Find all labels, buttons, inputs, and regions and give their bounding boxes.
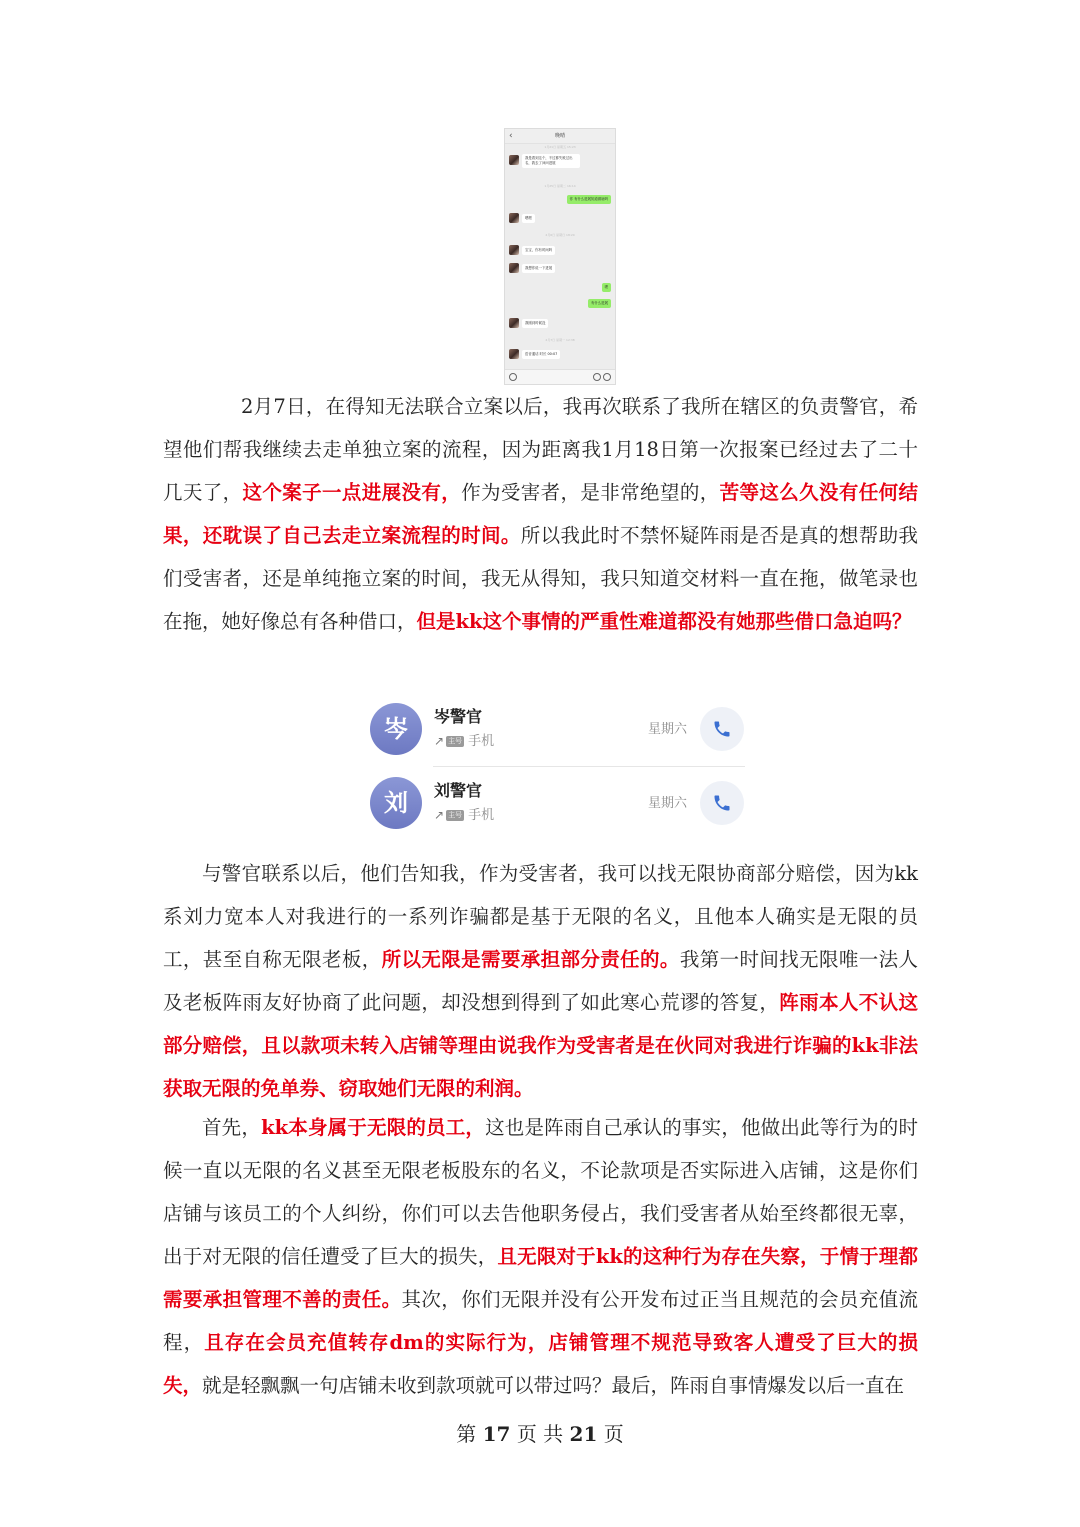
call-detail bbox=[434, 730, 494, 749]
paragraph-3 bbox=[163, 1106, 918, 1407]
footer-suffix: 页 bbox=[603, 1422, 624, 1446]
chevron-left-icon: ‹ bbox=[509, 131, 513, 141]
highlight-text: 但是kk这个事情的严重性难道都没有她那些借口急迫吗？ bbox=[416, 610, 912, 633]
contact-name: 刘警官 bbox=[434, 781, 483, 800]
call-detail bbox=[434, 804, 494, 823]
chat-message: 我刚到时候没 bbox=[522, 319, 548, 328]
chat-message: 我想你说一下进展 bbox=[522, 264, 555, 273]
text-run: 就是轻飘飘一句店铺未收到款项就可以带过吗？最后，阵雨自事情爆发以后一直在 bbox=[202, 1374, 905, 1397]
divider bbox=[433, 766, 745, 767]
chat-input-bar bbox=[505, 369, 615, 384]
page-footer bbox=[0, 1418, 1080, 1447]
chat-message: 你 有什么进展知道做啥吗 bbox=[567, 195, 611, 204]
chat-timestamp: 2月6日 星期日 18:20 bbox=[545, 233, 575, 237]
avatar bbox=[509, 263, 519, 273]
call-day: 星期六 bbox=[648, 796, 688, 811]
call-log-entry[interactable] bbox=[370, 698, 750, 760]
highlight-text: 且无限对于kk的这种行为存在失察，于情于理都需要承担管理不善的责任。 bbox=[163, 1245, 918, 1311]
highlight-text: kk本身属于无限的员工， bbox=[261, 1116, 486, 1139]
text-run: 这也是阵雨自己承认的事实，他做出此等行为的时候一直以无限的名义甚至无限老板股东的名义，不论款项是否实际进入店铺，这是你们店铺与该员工的个人纠纷，你们可以去告他职务侵占，我们受害者从始至终都很无辜，出于对无限的信任遭受了巨大的损失， bbox=[163, 1116, 918, 1268]
number-type: 手机 bbox=[468, 808, 495, 823]
footer-prefix: 第 bbox=[456, 1422, 477, 1446]
text-run: 与警官联系以后，他们告知我，作为受害者，我可以找无限协商部分赔偿，因为kk系刘力宽本人对我进行的一系列诈骗都是基于无限的名义，且他本人确实是无限的员工，甚至自称无限老板， bbox=[163, 862, 918, 971]
chat-message: 我是看到这个，不过都失败过出名，我去了问问进展 bbox=[522, 154, 580, 168]
chat-message: 嗯 bbox=[602, 283, 611, 292]
paragraph-1 bbox=[163, 385, 918, 643]
text-run: 我第一时间找无限唯一法人及老板阵雨友好协商了此问题，却没想到得到了如此寒心荒谬的答复， bbox=[163, 948, 918, 1014]
chat-message: 语音通话 时长 00:07 bbox=[522, 350, 560, 359]
highlight-text: 这个案子一点进展没有， bbox=[242, 481, 462, 504]
voice-icon bbox=[509, 373, 517, 381]
chat-timestamp: 2月7日 星期一 12:38 bbox=[545, 338, 575, 342]
chat-title: 晚晴 bbox=[554, 133, 565, 139]
chat-header bbox=[505, 129, 615, 144]
chat-message: 嗯嗯 bbox=[522, 214, 535, 223]
outgoing-arrow-icon: ↗ bbox=[434, 808, 445, 822]
highlight-text: 苦等这么久没有任何结果，还耽误了自己去走立案流程的时间。 bbox=[163, 481, 918, 547]
chat-timestamp: 1月25日 星期二 16:14 bbox=[544, 184, 576, 188]
text-run: 首先， bbox=[202, 1116, 262, 1139]
plus-icon bbox=[603, 373, 611, 381]
chat-message: 宝宝，你有时间吗 bbox=[522, 246, 555, 255]
chat-timestamp: 1月21日 星期五 15:23 bbox=[544, 145, 576, 149]
chat-message: 有什么进展 bbox=[588, 299, 611, 308]
text-run: 其次，你们无限并没有公开发布过正当且规范的会员充值流程， bbox=[163, 1288, 918, 1354]
avatar: 岑 bbox=[370, 703, 422, 755]
phone-icon bbox=[712, 793, 732, 813]
highlight-text: 所以无限是需要承担部分责任的。 bbox=[381, 948, 680, 971]
text-run: 2月7日，在得知无法联合立案以后，我再次联系了我所在辖区的负责警官，希望他们帮我继续去走单独立案的流程，因为距离我1月18日第一次报案已经过去了二十几天了， bbox=[163, 395, 918, 504]
avatar bbox=[509, 213, 519, 223]
highlight-text: 且存在会员充值转存dm的实际行为，店铺管理不规范导致客人遭受了巨大的损失， bbox=[163, 1331, 918, 1397]
avatar bbox=[509, 349, 519, 359]
paragraph-2 bbox=[163, 852, 918, 1110]
number-type: 手机 bbox=[468, 734, 495, 749]
text-run: 作为受害者，是非常绝望的， bbox=[461, 481, 720, 504]
phone-icon bbox=[712, 719, 732, 739]
text-run: 所以我此时不禁怀疑阵雨是否是真的想帮助我们受害者，还是单纯拖立案的时间，我无从得知，我只知道交材料一直在拖，做笔录也在拖，她好像总有各种借口， bbox=[163, 524, 918, 633]
avatar: 刘 bbox=[370, 777, 422, 829]
page-number: 17 bbox=[482, 1422, 511, 1446]
highlight-text: 阵雨本人不认这部分赔偿，且以款项未转入店铺等理由说我作为受害者是在伙同对我进行诈骗的kk非法获取无限的免单券、窃取她们无限的利润。 bbox=[163, 991, 918, 1100]
total-pages: 21 bbox=[569, 1422, 598, 1446]
emoji-icon bbox=[593, 373, 601, 381]
avatar bbox=[509, 155, 519, 165]
footer-middle: 页 共 bbox=[516, 1422, 564, 1446]
contact-name: 岑警官 bbox=[434, 707, 483, 726]
call-button[interactable] bbox=[700, 781, 744, 825]
outgoing-arrow-icon: ↗ bbox=[434, 734, 445, 748]
primary-number-badge: 主号 bbox=[448, 811, 463, 819]
call-button[interactable] bbox=[700, 707, 744, 751]
call-log-entry[interactable] bbox=[370, 772, 750, 834]
primary-number-badge: 主号 bbox=[448, 737, 463, 745]
avatar bbox=[509, 245, 519, 255]
call-day: 星期六 bbox=[648, 722, 688, 737]
avatar bbox=[509, 318, 519, 328]
chat-screenshot bbox=[504, 128, 616, 385]
